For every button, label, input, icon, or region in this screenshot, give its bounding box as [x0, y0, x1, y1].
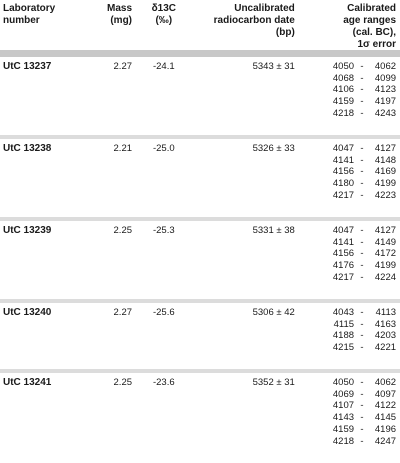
mass-cell: 2.25 — [113, 377, 133, 388]
mass-cell: 2.27 — [113, 61, 133, 72]
d13c-cell: -25.6 — [152, 307, 175, 318]
d13c-cell: -23.6 — [152, 377, 175, 388]
mass-cell: 2.21 — [113, 143, 133, 154]
range-start: 4176 — [332, 260, 355, 272]
age-range — [295, 84, 396, 96]
range-separator: - — [360, 166, 364, 178]
range-start: 4143 — [332, 412, 355, 424]
table-row — [0, 139, 400, 217]
range-separator: - — [360, 189, 364, 201]
range-start: 4068 — [332, 72, 355, 84]
calibrated-ranges-cell — [295, 377, 400, 447]
age-range — [295, 190, 396, 202]
range-separator: - — [360, 154, 364, 166]
header-d13c: δ13C (‰) — [151, 3, 177, 26]
age-range — [295, 248, 396, 260]
range-end: 4149 — [374, 236, 397, 248]
lab-number-cell: UtC 13237 — [3, 61, 52, 72]
calibrated-ranges-cell — [295, 225, 400, 284]
lab-number-cell: UtC 13241 — [3, 377, 52, 388]
age-range — [295, 272, 396, 284]
age-range — [295, 307, 396, 319]
age-range — [295, 73, 396, 85]
range-separator: - — [360, 400, 364, 412]
range-separator: - — [360, 330, 364, 342]
calibrated-ranges-cell — [295, 61, 400, 120]
range-end: 4148 — [374, 154, 397, 166]
age-range — [295, 237, 396, 249]
age-range — [295, 400, 396, 412]
range-end: 4123 — [374, 84, 397, 96]
range-separator: - — [360, 96, 364, 108]
range-end: 4099 — [374, 72, 397, 84]
range-start: 4188 — [332, 330, 355, 342]
range-start: 4156 — [332, 248, 355, 260]
range-end: 4221 — [374, 342, 397, 354]
table-row — [0, 303, 400, 369]
range-start: 4050 — [332, 61, 355, 72]
d13c-cell: -25.0 — [152, 143, 175, 154]
age-range — [295, 61, 396, 73]
range-start: 4159 — [332, 423, 355, 435]
range-end: 4163 — [374, 318, 397, 330]
range-start: 4156 — [332, 166, 355, 178]
uncalibrated-date-cell: 5343 ± 31 — [252, 61, 295, 72]
range-end: 4145 — [374, 412, 397, 424]
table-row — [0, 373, 400, 463]
age-range — [295, 330, 396, 342]
range-end: 4122 — [374, 400, 397, 412]
range-separator: - — [360, 307, 364, 318]
range-separator: - — [360, 72, 364, 84]
table-row — [0, 221, 400, 299]
range-separator: - — [360, 143, 364, 154]
age-range — [295, 108, 396, 120]
lab-number-cell: UtC 13239 — [3, 225, 52, 236]
range-end: 4127 — [374, 225, 397, 236]
range-end: 4062 — [374, 377, 397, 388]
range-separator: - — [360, 61, 364, 72]
age-range — [295, 155, 396, 167]
age-range — [295, 143, 396, 155]
table-body — [0, 57, 400, 463]
range-end: 4203 — [374, 330, 397, 342]
range-end: 4199 — [374, 178, 397, 190]
range-start: 4069 — [332, 388, 355, 400]
range-start: 4043 — [332, 307, 355, 318]
age-range — [295, 96, 396, 108]
uncalibrated-date-cell: 5352 ± 31 — [252, 377, 295, 388]
range-start: 4141 — [332, 154, 355, 166]
range-separator: - — [360, 84, 364, 96]
range-end: 4243 — [374, 107, 397, 119]
range-start: 4159 — [332, 96, 355, 108]
range-start: 4218 — [332, 107, 355, 119]
age-range — [295, 166, 396, 178]
range-start: 4047 — [332, 143, 355, 154]
range-start: 4107 — [332, 400, 355, 412]
range-separator: - — [360, 435, 364, 447]
range-separator: - — [360, 178, 364, 190]
range-end: 4172 — [374, 248, 397, 260]
uncalibrated-date-cell: 5331 ± 38 — [252, 225, 295, 236]
range-end: 4223 — [374, 189, 397, 201]
age-range — [295, 412, 396, 424]
mass-cell: 2.27 — [113, 307, 133, 318]
range-start: 4218 — [332, 435, 355, 447]
range-separator: - — [360, 248, 364, 260]
range-separator: - — [360, 260, 364, 272]
range-end: 4196 — [374, 423, 397, 435]
mass-cell: 2.25 — [113, 225, 133, 236]
range-separator: - — [360, 318, 364, 330]
range-end: 4113 — [375, 307, 397, 318]
table-header — [0, 0, 400, 50]
range-separator: - — [360, 377, 364, 388]
range-start: 4047 — [332, 225, 355, 236]
age-range — [295, 178, 396, 190]
range-start: 4215 — [332, 342, 355, 354]
age-range — [295, 389, 396, 401]
range-separator: - — [360, 412, 364, 424]
age-range — [295, 436, 396, 448]
age-range — [295, 342, 396, 354]
range-end: 4127 — [374, 143, 397, 154]
range-start: 4180 — [332, 178, 355, 190]
range-separator: - — [360, 423, 364, 435]
age-range — [295, 260, 396, 272]
range-start: 4217 — [332, 271, 355, 283]
range-separator: - — [360, 236, 364, 248]
range-end: 4062 — [374, 61, 397, 72]
header-laboratory-number: Laboratory number — [3, 3, 56, 26]
header-calibrated-ranges: Calibrated age ranges (cal. BC), 1σ error — [343, 3, 397, 50]
range-separator: - — [360, 388, 364, 400]
age-range — [295, 319, 396, 331]
age-range — [295, 377, 396, 389]
range-end: 4197 — [374, 96, 397, 108]
range-end: 4224 — [374, 271, 397, 283]
range-start: 4115 — [333, 318, 355, 330]
range-start: 4050 — [332, 377, 355, 388]
calibrated-ranges-cell — [295, 143, 400, 202]
lab-number-cell: UtC 13238 — [3, 143, 52, 154]
range-start: 4141 — [332, 236, 355, 248]
age-range — [295, 225, 396, 237]
range-end: 4199 — [374, 260, 397, 272]
range-start: 4106 — [332, 84, 355, 96]
d13c-cell: -24.1 — [152, 61, 175, 72]
calibrated-ranges-cell — [295, 307, 400, 354]
range-end: 4097 — [374, 388, 397, 400]
range-start: 4217 — [332, 189, 355, 201]
range-separator: - — [360, 225, 364, 236]
header-divider — [0, 50, 400, 57]
uncalibrated-date-cell: 5326 ± 33 — [252, 143, 295, 154]
table-row — [0, 57, 400, 135]
range-end: 4247 — [374, 435, 397, 447]
header-mass: Mass (mg) — [107, 3, 133, 26]
d13c-cell: -25.3 — [152, 225, 175, 236]
range-separator: - — [360, 107, 364, 119]
range-separator: - — [360, 342, 364, 354]
age-range — [295, 424, 396, 436]
header-uncalibrated-date: Uncalibrated radiocarbon date (bp) — [213, 3, 295, 38]
range-separator: - — [360, 271, 364, 283]
uncalibrated-date-cell: 5306 ± 42 — [252, 307, 295, 318]
range-end: 4169 — [374, 166, 397, 178]
lab-number-cell: UtC 13240 — [3, 307, 52, 318]
